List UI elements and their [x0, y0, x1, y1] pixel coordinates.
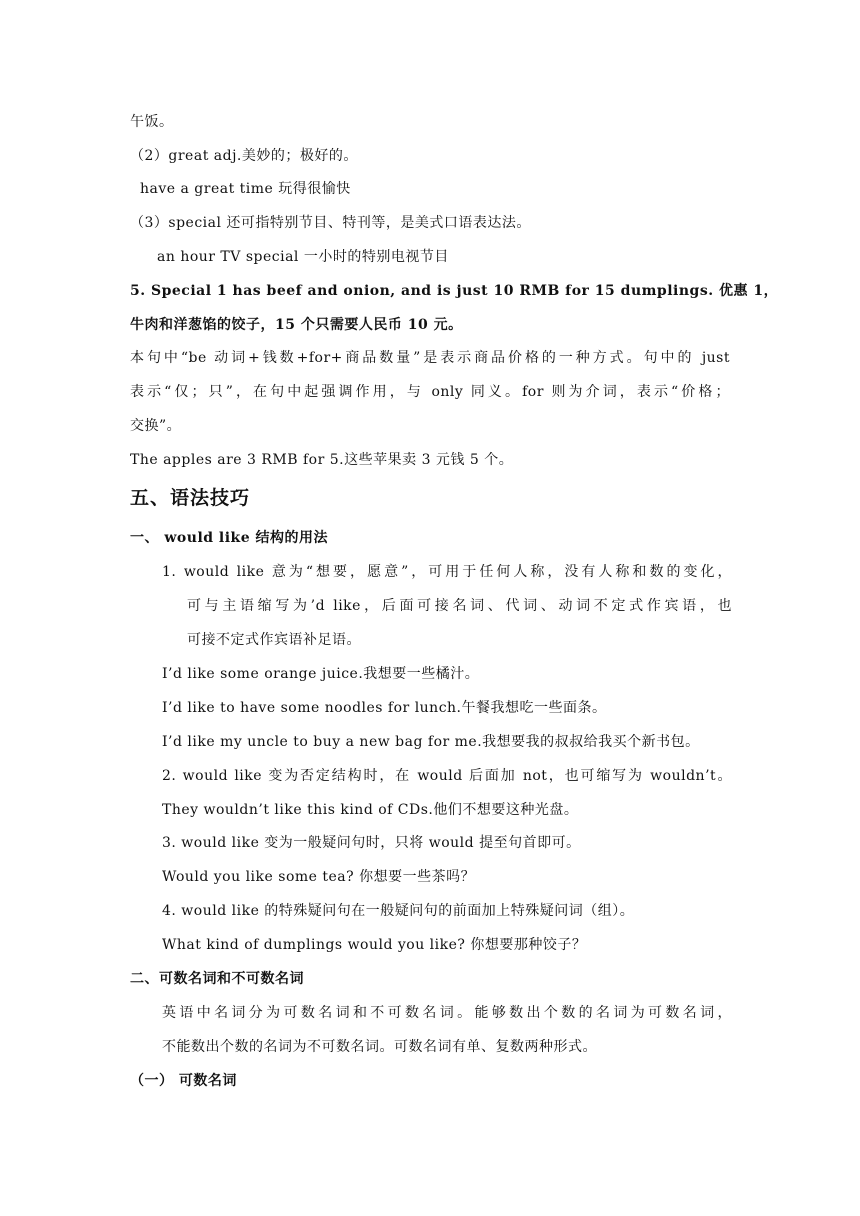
list-item-1-line-1: 1. would like 意为“想要，愿意”，可用于任何人称，没有人称和数的变化， [162, 564, 732, 580]
text-line-10: 交换”。 [130, 418, 182, 434]
list-item-4: 4. would like 的特殊疑问句在一般疑问句的前面加上特殊疑问词（组）。 [162, 903, 635, 919]
example-line-1: I’d like some orange juice.我想要一些橘汁。 [162, 666, 480, 682]
point-5-title-line-2: 牛肉和洋葱馅的饺子，15 个只需要人民币 10 元。 [130, 317, 463, 333]
subheading-nouns: 二、可数名词和不可数名词 [130, 971, 304, 987]
section-heading-grammar: 五、语法技巧 [130, 487, 251, 509]
text-line-5: an hour TV special 一小时的特别电视节目 [157, 249, 449, 265]
example-line-2: I’d like to have some noodles for lunch.午餐我想吃一些面条。 [162, 700, 607, 716]
example-line-4: They wouldn’t like this kind of CDs.他们不想要这种光盘。 [162, 802, 579, 818]
subheading-countable-nouns: （一） 可数名词 [130, 1073, 237, 1089]
text-line-9: 表示“仅；只”，在句中起强调作用，与 only 同义。for 则为介词，表示“价格； [130, 384, 730, 400]
point-5-title-line-1: 5. Special 1 has beef and onion, and is just 10 RMB for 15 dumplings. 优惠 1， [130, 283, 779, 299]
list-item-1-line-3: 可接不定式作宾语补足语。 [187, 632, 361, 648]
list-item-2: 2. would like 变为否定结构时，在 would 后面加 not，也可缩写为 wouldn’t。 [162, 768, 732, 784]
subheading-would-like: 一、 would like 结构的用法 [130, 530, 329, 546]
list-item-1-line-2: 可与主语缩写为’d like，后面可接名词、代词、动词不定式作宾语，也 [187, 598, 732, 614]
text-line-3: have a great time 玩得很愉快 [140, 181, 351, 197]
text-line-2: （2）great adj.美妙的；极好的。 [130, 148, 358, 164]
list-item-3: 3. would like 变为一般疑问句时，只将 would 提至句首即可。 [162, 835, 581, 851]
text-line-8: 本句中“be 动词+钱数+for+商品数量”是表示商品价格的一种方式。句中的 just [130, 350, 730, 366]
text-line-11: The apples are 3 RMB for 5.这些苹果卖 3 元钱 5 个。 [130, 452, 514, 468]
text-line-4: （3）special 还可指特别节目、特刊等，是美式口语表达法。 [130, 215, 531, 231]
example-line-3: I’d like my uncle to buy a new bag for me.我想要我的叔叔给我买个新书包。 [162, 734, 700, 750]
example-line-5: Would you like some tea? 你想要一些茶吗？ [162, 869, 476, 885]
text-line-28: 不能数出个数的名词为不可数名词。可数名词有单、复数两种形式。 [162, 1039, 597, 1055]
text-line-1: 午饭。 [130, 114, 174, 130]
text-line-27: 英语中名词分为可数名词和不可数名词。能够数出个数的名词为可数名词， [162, 1005, 732, 1021]
example-line-6: What kind of dumplings would you like? 你想要那种饺子？ [162, 937, 587, 953]
